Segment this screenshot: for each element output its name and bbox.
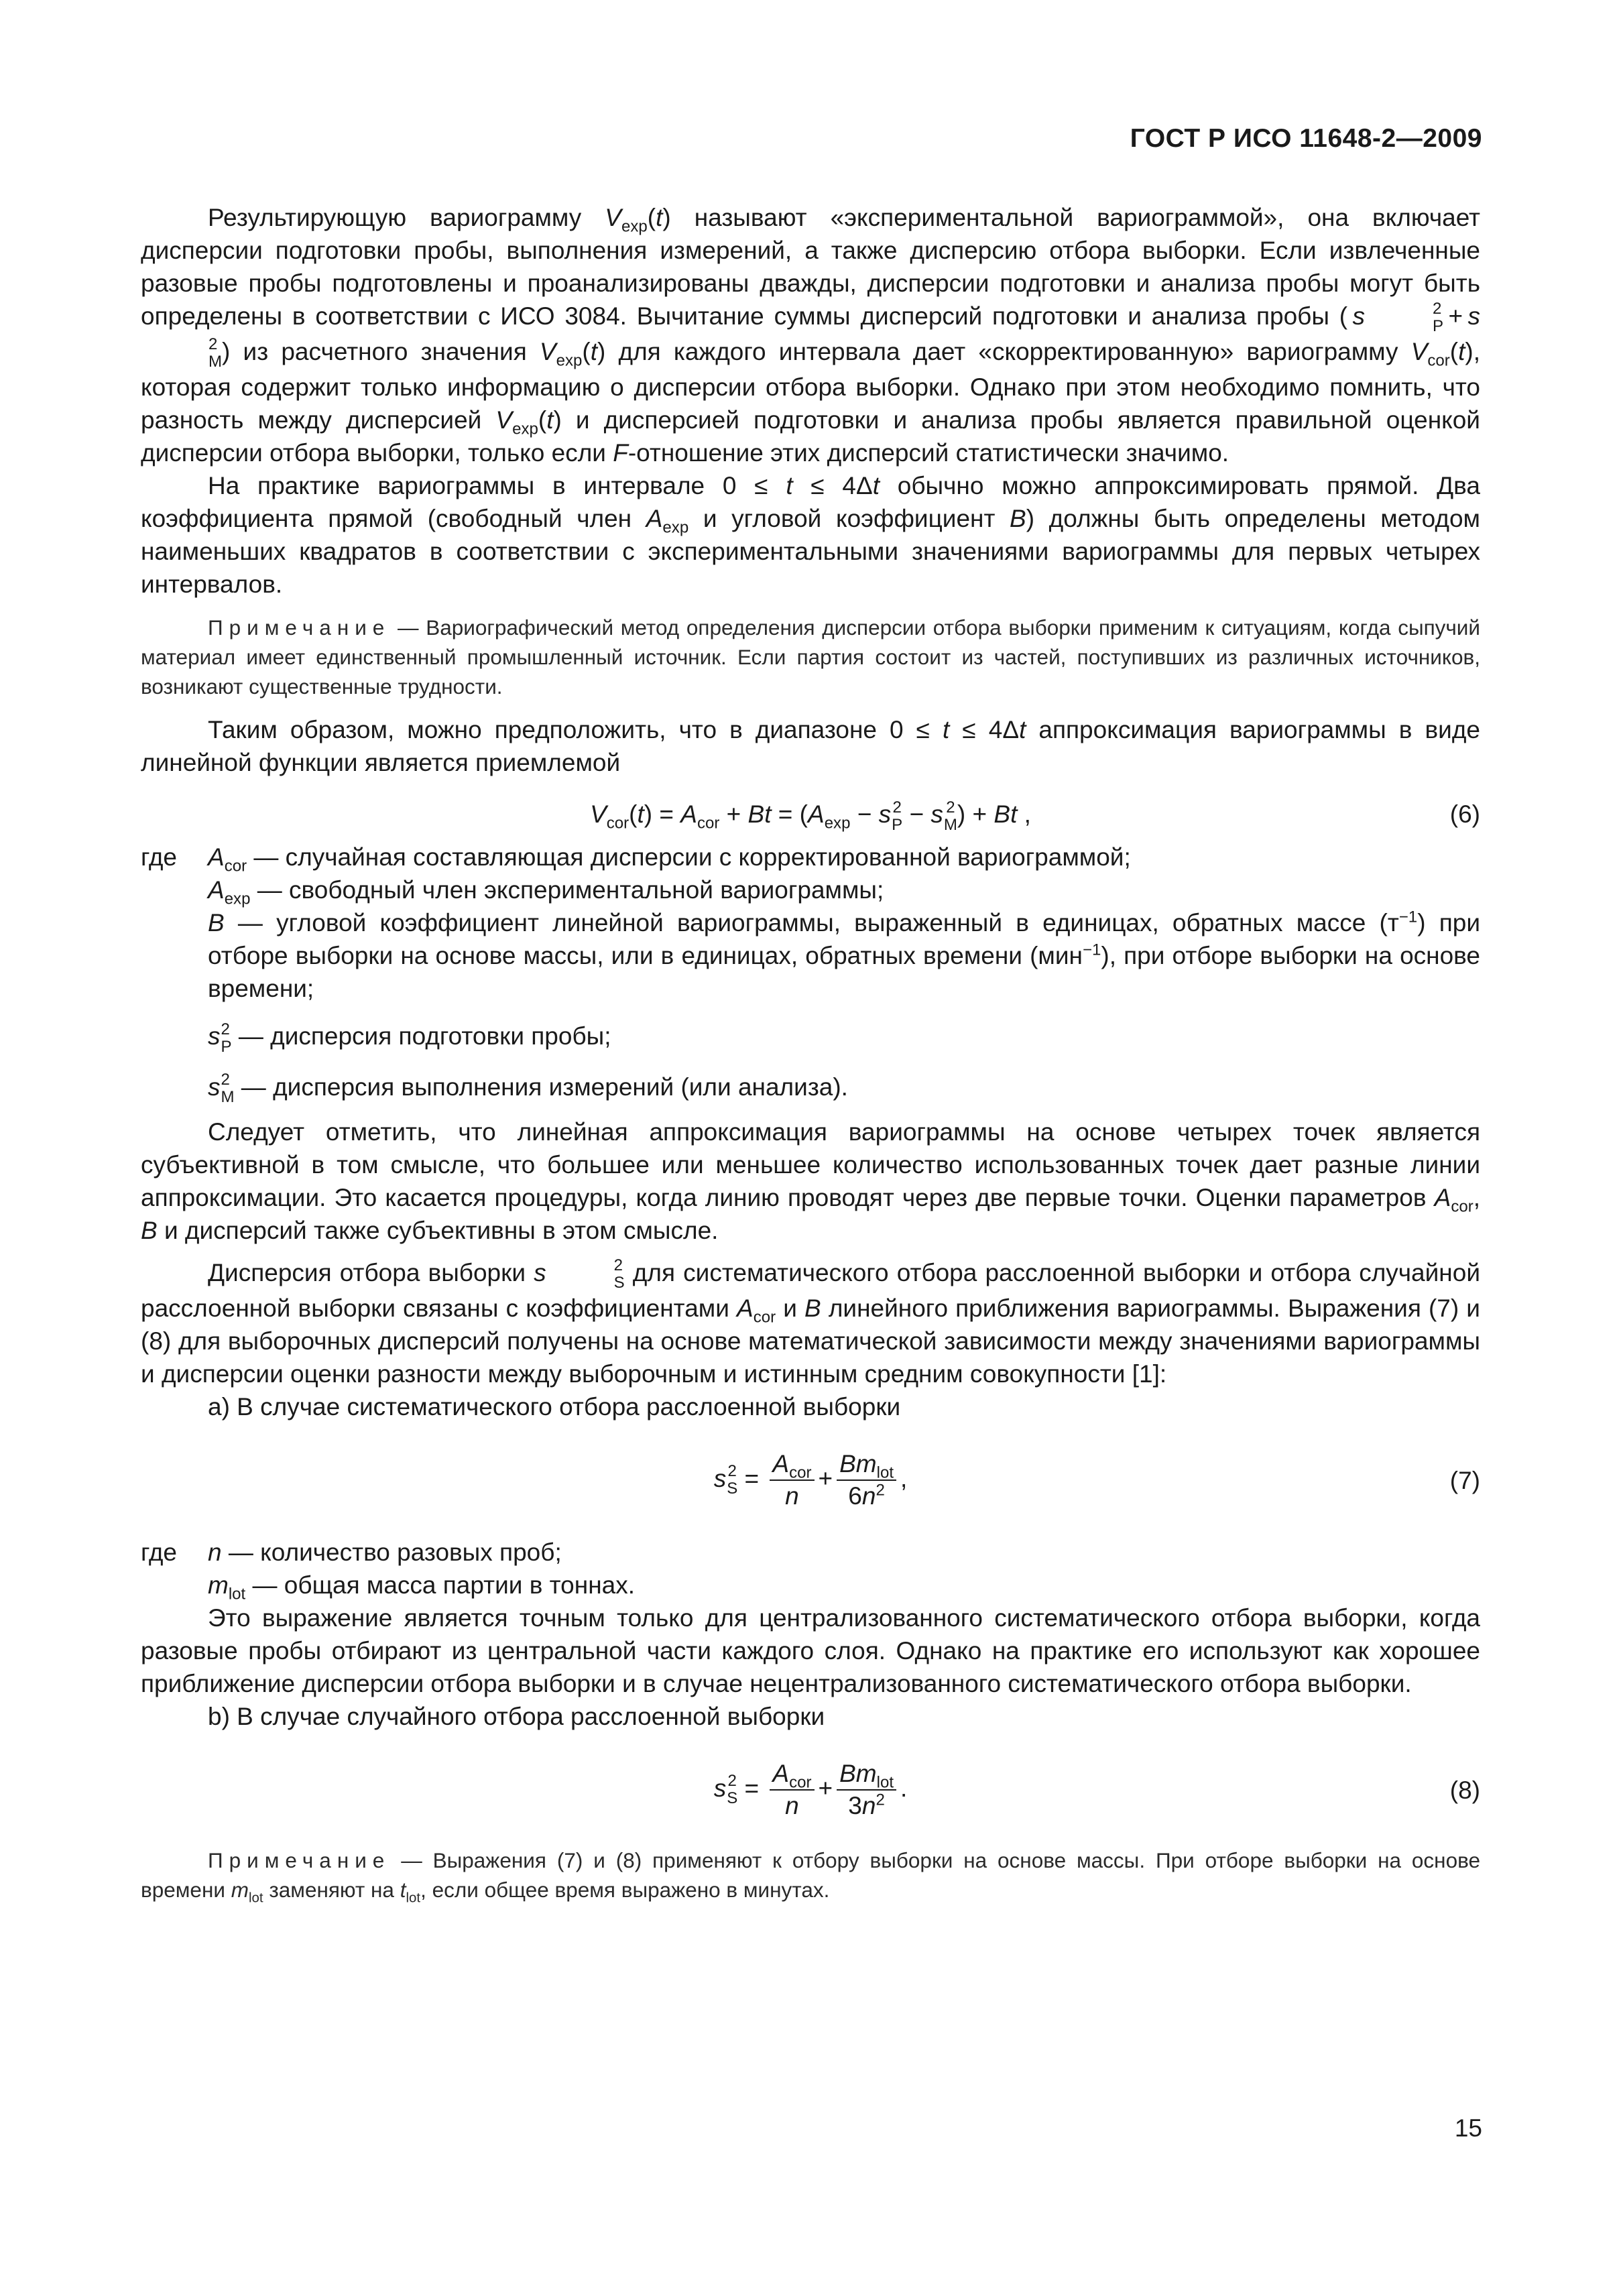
- page-content: [141, 201, 1480, 1917]
- list-item-a: а) В случае систематического отбора расслоенной выборки: [208, 1393, 901, 1421]
- list-item-b: b) В случае случайного отбора расслоенной выборки: [208, 1703, 825, 1731]
- standard-header: ГОСТ Р ИСО 11648-2—2009: [1130, 124, 1482, 153]
- paragraph-sampling-variance: Дисперсия отбора выборки s 2 S для систематического отбора расслоенной выборки и отбора случайной расслоенной выборки связаны с коэффициентами $A_{cor}$ и B линейного приближения вариограммы. Выражения (7) и (8) для выборочных дисперсий получены на основе математической зависимости между значениями вариограммы и дисперсии оценки разности между выборочным и истинным средним совокупности [1]:: [141, 1256, 1480, 1388]
- equation-7-expression: s 2 S = $\frac{A_{cor}}{n}$ + $\frac{Bm_{lot}}{6n^2}$ ,: [713, 1450, 908, 1510]
- equation-6-expression: $V_{cor}(t) = A_{cor} + Bt = (A_{exp} - s$ 2 P − s 2 M ) + Bt ,: [590, 798, 1031, 834]
- paragraph-experimental-variogram: Результирующую вариограмму $V_{exp}(t)$ называют «экспериментальной вариограммой», она включает дисперсии подготовки пробы, выполнения измерений, а также дисперсию отбора выборки. Если извлеченные разовые пробы подготовлены и проанализированы дважды, дисперсии подготовки и анализа пробы могут быть определены в соответствии с ИСО 3084. Вычитание суммы дисперсий подготовки и анализа пробы ( s 2 P + s 2 M ) из расчетного значения $V_{exp}(t)$ для каждого интервала дает «скорректированную» вариограмму $V_{cor}(t)$, которая содержит только информацию о дисперсии отбора выборки. Однако при этом необходимо помнить, что разность между дисперсией $V_{exp}(t)$ и дисперсией подготовки и анализа пробы является правильной оценкой дисперсии отбора выборки, только если F-отношение этих дисперсий статистически значимо.: [141, 204, 1480, 467]
- equation-8-expression: s 2 S = $\frac{A_{cor}}{n}$ + $\frac{Bm_{lot}}{3n^2}$ .: [713, 1760, 908, 1820]
- equation-6-number: (6): [1449, 800, 1480, 829]
- equation-7-number: (7): [1449, 1467, 1480, 1495]
- note-variographic-method: Примечание — Вариографический метод определения дисперсии отбора выборки применим к ситуациям, когда сыпучий материал имеет единственный промышленный источник. Если партия состоит из частей, поступивших из различных источников, возникают существенные трудности.: [141, 615, 1480, 699]
- note-mass-time: Примечание — Выражения (7) и (8) применяют к отбору выборки на основе массы. При отборе выборки на основе времени $m_{lot}$ заменяют на $t_{lot}$, если общее время выражено в минутах.: [141, 1848, 1480, 1906]
- where-label: где: [141, 843, 178, 871]
- definition-mlot: $m_{lot}$ — общая масса партии в тоннах.: [208, 1571, 635, 1604]
- page-number: 15: [1454, 2114, 1482, 2142]
- paragraph-centralized: Это выражение является точным только для централизованного систематического отбора выборки, когда разовые пробы отбирают из центральной части каждого слоя. Однако на практике его используют как хорошее приближение дисперсии отбора выборки и в случае нецентрализованного систематического отбора выборки.: [141, 1604, 1480, 1698]
- definition-aexp: $A_{exp}$ — свободный член экспериментальной вариограммы;: [208, 876, 884, 908]
- paragraph-subjectivity: Следует отметить, что линейная аппроксимация вариограммы на основе четырех точек является субъективной в том смысле, что большее или меньшее количество использованных точек дает разные линии аппроксимации. Это касается процедуры, когда линию проводят через две первые точки. Оценки параметров $A_{cor}$, B и дисперсий также субъективны в этом смысле.: [141, 1117, 1480, 1244]
- where-block-2: [141, 1536, 1480, 1602]
- equation-7: [141, 1441, 1480, 1521]
- where-label: где: [141, 1538, 178, 1567]
- paragraph-linear-function: Таким образом, можно предположить, что в диапазоне 0 ≤ t ≤ 4Δt аппроксимация вариограммы в виде линейной функции является приемлемой: [141, 716, 1480, 777]
- definition-acor: $A_{cor}$ — случайная составляющая дисперсии с корректированной вариограммой;: [208, 843, 1131, 875]
- definition-n: n — количество разовых проб;: [208, 1538, 562, 1567]
- definition-b: B — угловой коэффициент линейной вариограммы, выраженный в единицах, обратных массе $(т^{-1})$ при отборе выборки на основе массы, или в единицах, обратных времени (мин$^{-1}$), при отборе выборки на основе времени;: [208, 908, 1480, 1003]
- equation-6: [141, 791, 1480, 838]
- equation-8-number: (8): [1449, 1776, 1480, 1805]
- definition-sm: s 2 M — дисперсия выполнения измерений (или анализа).: [208, 1070, 848, 1106]
- paragraph-linear-approximation: На практике вариограммы в интервале 0 ≤ t ≤ 4Δt обычно можно аппроксимировать прямой. Два коэффициента прямой (свободный член $A_{exp}$ и угловой коэффициент B) должны быть определены методом наименьших квадратов в соответствии с экспериментальными значениями вариограммы для первых четырех интервалов.: [141, 472, 1480, 599]
- where-block-1: [141, 841, 1480, 1105]
- equation-8: [141, 1750, 1480, 1831]
- definition-sp: s 2 P — дисперсия подготовки пробы;: [208, 1020, 611, 1056]
